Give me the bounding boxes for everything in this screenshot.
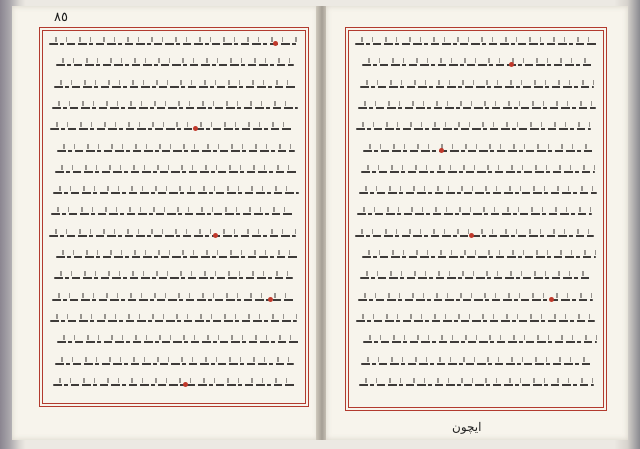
script-line bbox=[49, 235, 296, 237]
script-line bbox=[51, 213, 294, 215]
rubric-marker bbox=[193, 126, 198, 131]
script-line bbox=[55, 363, 294, 365]
rubric-marker bbox=[268, 297, 273, 302]
script-line bbox=[57, 341, 299, 343]
script-line bbox=[361, 363, 592, 365]
page-number: ٨٥ bbox=[54, 10, 68, 25]
left-text-frame bbox=[42, 30, 306, 404]
script-line bbox=[358, 107, 596, 109]
script-line bbox=[54, 277, 293, 279]
script-line bbox=[57, 150, 295, 152]
rubric-marker bbox=[183, 382, 188, 387]
script-line bbox=[356, 320, 595, 322]
script-line bbox=[360, 86, 594, 88]
script-line bbox=[55, 171, 297, 173]
script-line bbox=[52, 107, 298, 109]
script-line bbox=[363, 341, 597, 343]
rubric-marker bbox=[509, 62, 514, 67]
rubric-marker bbox=[469, 233, 474, 238]
right-text-frame bbox=[348, 30, 604, 408]
catchword: ایچون bbox=[452, 420, 482, 434]
script-line bbox=[53, 384, 296, 386]
script-line bbox=[363, 150, 593, 152]
script-line bbox=[355, 43, 597, 45]
script-line bbox=[50, 128, 293, 130]
script-line bbox=[358, 299, 593, 301]
script-line bbox=[360, 277, 591, 279]
script-line bbox=[361, 171, 595, 173]
script-line bbox=[49, 43, 299, 45]
script-line bbox=[56, 256, 298, 258]
script-line bbox=[362, 64, 592, 66]
script-line bbox=[355, 235, 594, 237]
script-line bbox=[359, 192, 597, 194]
rubric-marker bbox=[439, 148, 444, 153]
rubric-marker bbox=[213, 233, 218, 238]
script-line bbox=[362, 256, 596, 258]
right-text-block bbox=[349, 31, 603, 407]
script-line bbox=[50, 320, 297, 322]
rubric-marker bbox=[273, 41, 278, 46]
left-text-block bbox=[43, 31, 305, 403]
script-line bbox=[357, 213, 592, 215]
script-line bbox=[359, 384, 594, 386]
script-line bbox=[52, 299, 295, 301]
script-line bbox=[53, 192, 299, 194]
rubric-marker bbox=[549, 297, 554, 302]
script-line bbox=[56, 64, 294, 66]
script-line bbox=[356, 128, 591, 130]
script-line bbox=[54, 86, 296, 88]
